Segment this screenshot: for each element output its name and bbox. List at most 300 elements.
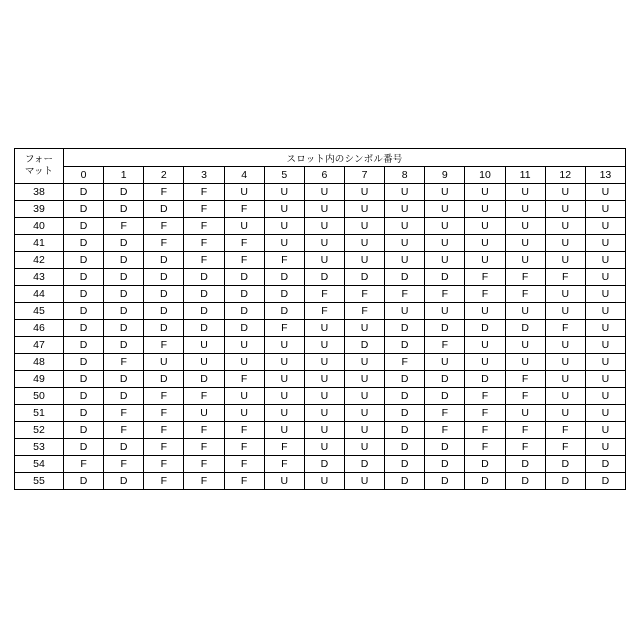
cell: U	[224, 337, 264, 354]
cell: U	[304, 337, 344, 354]
cell: F	[385, 286, 425, 303]
cell: U	[585, 201, 625, 218]
cell: U	[184, 354, 224, 371]
cell: D	[144, 286, 184, 303]
cell: D	[64, 303, 104, 320]
corner-header-line2: マット	[24, 166, 54, 177]
cell: F	[144, 337, 184, 354]
cell: D	[425, 473, 465, 490]
cell: U	[344, 201, 384, 218]
cell: U	[425, 201, 465, 218]
cell: U	[344, 405, 384, 422]
cell: U	[585, 405, 625, 422]
cell: D	[144, 252, 184, 269]
column-header-5: 5	[264, 167, 304, 184]
cell: D	[344, 337, 384, 354]
cell: U	[385, 184, 425, 201]
cell: D	[264, 286, 304, 303]
cell: D	[184, 286, 224, 303]
cell: U	[344, 439, 384, 456]
cell: F	[184, 439, 224, 456]
cell: F	[545, 269, 585, 286]
cell: F	[425, 422, 465, 439]
cell: F	[144, 439, 184, 456]
cell: F	[104, 218, 144, 235]
cell: U	[585, 286, 625, 303]
table-row	[15, 252, 626, 269]
cell: U	[344, 235, 384, 252]
cell: D	[64, 252, 104, 269]
cell: U	[585, 354, 625, 371]
cell: U	[184, 337, 224, 354]
cell: U	[545, 286, 585, 303]
cell: D	[104, 371, 144, 388]
cell: U	[264, 388, 304, 405]
cell: D	[465, 473, 505, 490]
cell: U	[465, 252, 505, 269]
cell: U	[425, 252, 465, 269]
cell: F	[184, 422, 224, 439]
cell: U	[505, 252, 545, 269]
cell: D	[425, 371, 465, 388]
cell: U	[425, 184, 465, 201]
cell: D	[425, 320, 465, 337]
cell: F	[224, 252, 264, 269]
cell: U	[344, 422, 384, 439]
cell: U	[224, 184, 264, 201]
cell: U	[505, 337, 545, 354]
cell: U	[344, 252, 384, 269]
cell: U	[545, 405, 585, 422]
table-row	[15, 201, 626, 218]
cell: U	[264, 405, 304, 422]
cell: F	[344, 303, 384, 320]
cell: U	[304, 405, 344, 422]
cell: D	[545, 473, 585, 490]
cell: F	[224, 473, 264, 490]
cell: U	[425, 303, 465, 320]
cell: D	[104, 252, 144, 269]
cell: D	[425, 269, 465, 286]
cell: D	[64, 184, 104, 201]
cell: F	[184, 388, 224, 405]
cell: D	[144, 320, 184, 337]
cell: D	[425, 439, 465, 456]
cell: F	[344, 286, 384, 303]
cell: D	[104, 269, 144, 286]
cell: U	[585, 371, 625, 388]
cell: F	[144, 218, 184, 235]
cell: U	[304, 439, 344, 456]
cell: U	[224, 354, 264, 371]
cell: U	[304, 252, 344, 269]
cell: U	[505, 303, 545, 320]
row-header: 51	[15, 405, 64, 422]
cell: D	[104, 439, 144, 456]
cell: D	[385, 473, 425, 490]
cell: U	[264, 235, 304, 252]
cell: U	[264, 218, 304, 235]
cell: F	[144, 235, 184, 252]
cell: F	[224, 371, 264, 388]
cell: D	[344, 269, 384, 286]
cell: D	[264, 269, 304, 286]
cell: U	[344, 371, 384, 388]
cell: U	[304, 184, 344, 201]
cell: D	[184, 371, 224, 388]
table-row	[15, 354, 626, 371]
cell: U	[545, 218, 585, 235]
cell: U	[304, 422, 344, 439]
cell: F	[224, 439, 264, 456]
cell: F	[385, 354, 425, 371]
cell: U	[264, 473, 304, 490]
cell: D	[465, 456, 505, 473]
cell: D	[104, 303, 144, 320]
cell: U	[264, 371, 304, 388]
cell: D	[64, 354, 104, 371]
cell: F	[425, 405, 465, 422]
cell: U	[505, 184, 545, 201]
cell: F	[505, 388, 545, 405]
cell: U	[505, 218, 545, 235]
cell: F	[184, 252, 224, 269]
cell: U	[585, 439, 625, 456]
cell: U	[505, 201, 545, 218]
cell: U	[304, 320, 344, 337]
cell: U	[304, 388, 344, 405]
cell: F	[505, 286, 545, 303]
cell: F	[144, 184, 184, 201]
row-header: 44	[15, 286, 64, 303]
column-header-12: 12	[545, 167, 585, 184]
table-row	[15, 286, 626, 303]
cell: U	[224, 218, 264, 235]
cell: U	[425, 354, 465, 371]
cell: F	[465, 269, 505, 286]
cell: D	[585, 456, 625, 473]
row-header: 55	[15, 473, 64, 490]
cell: U	[385, 235, 425, 252]
cell: F	[144, 422, 184, 439]
cell: F	[304, 303, 344, 320]
cell: F	[505, 371, 545, 388]
table-row	[15, 218, 626, 235]
cell: D	[505, 320, 545, 337]
table-row	[15, 439, 626, 456]
column-header-4: 4	[224, 167, 264, 184]
cell: U	[465, 354, 505, 371]
cell: F	[505, 422, 545, 439]
cell: U	[344, 388, 384, 405]
cell: U	[585, 337, 625, 354]
cell: D	[64, 473, 104, 490]
cell: D	[344, 456, 384, 473]
cell: U	[344, 218, 384, 235]
table-row	[15, 235, 626, 252]
cell: U	[585, 388, 625, 405]
row-header: 48	[15, 354, 64, 371]
row-header: 38	[15, 184, 64, 201]
column-header-6: 6	[304, 167, 344, 184]
row-header: 47	[15, 337, 64, 354]
cell: U	[385, 303, 425, 320]
cell: D	[545, 456, 585, 473]
cell: F	[425, 286, 465, 303]
cell: D	[104, 337, 144, 354]
column-header-1: 1	[104, 167, 144, 184]
cell: U	[505, 405, 545, 422]
row-header: 52	[15, 422, 64, 439]
column-header-8: 8	[385, 167, 425, 184]
row-header: 54	[15, 456, 64, 473]
table-row	[15, 388, 626, 405]
table-title: スロット内のシンボル番号	[64, 149, 626, 167]
cell: D	[64, 422, 104, 439]
cell: D	[385, 388, 425, 405]
cell: U	[585, 320, 625, 337]
row-header: 49	[15, 371, 64, 388]
cell: D	[385, 269, 425, 286]
cell: D	[385, 371, 425, 388]
cell: F	[545, 320, 585, 337]
table-row	[15, 184, 626, 201]
cell: D	[104, 235, 144, 252]
cell: D	[224, 320, 264, 337]
cell: F	[184, 218, 224, 235]
cell: D	[64, 286, 104, 303]
cell: F	[465, 422, 505, 439]
corner-header-format	[15, 149, 64, 184]
cell: U	[465, 201, 505, 218]
table-row	[15, 473, 626, 490]
cell: F	[224, 235, 264, 252]
cell: U	[264, 337, 304, 354]
cell: F	[184, 473, 224, 490]
cell: F	[304, 286, 344, 303]
cell: U	[144, 354, 184, 371]
table-row	[15, 269, 626, 286]
cell: D	[64, 269, 104, 286]
cell: U	[585, 269, 625, 286]
cell: U	[465, 337, 505, 354]
table-row	[15, 337, 626, 354]
cell: D	[425, 456, 465, 473]
cell: D	[224, 286, 264, 303]
cell: U	[344, 473, 384, 490]
cell: D	[144, 303, 184, 320]
cell: F	[465, 286, 505, 303]
cell: U	[545, 371, 585, 388]
cell: F	[144, 473, 184, 490]
cell: D	[104, 388, 144, 405]
symbol-format-table	[14, 148, 626, 490]
row-header: 39	[15, 201, 64, 218]
cell: U	[545, 201, 585, 218]
cell: U	[304, 371, 344, 388]
cell: D	[224, 303, 264, 320]
cell: U	[304, 235, 344, 252]
cell: D	[104, 320, 144, 337]
cell: F	[505, 439, 545, 456]
table-row	[15, 422, 626, 439]
cell: U	[585, 184, 625, 201]
cell: D	[224, 269, 264, 286]
cell: U	[264, 184, 304, 201]
row-header: 45	[15, 303, 64, 320]
cell: D	[104, 286, 144, 303]
cell: U	[425, 218, 465, 235]
column-header-3: 3	[184, 167, 224, 184]
cell: U	[545, 252, 585, 269]
table-row	[15, 456, 626, 473]
cell: U	[264, 422, 304, 439]
cell: F	[224, 201, 264, 218]
cell: D	[184, 303, 224, 320]
cell: U	[585, 303, 625, 320]
column-header-7: 7	[344, 167, 384, 184]
cell: U	[304, 201, 344, 218]
cell: F	[184, 184, 224, 201]
cell: F	[505, 269, 545, 286]
cell: F	[184, 456, 224, 473]
column-header-9: 9	[425, 167, 465, 184]
cell: U	[465, 218, 505, 235]
cell: D	[385, 320, 425, 337]
cell: F	[224, 422, 264, 439]
row-header: 46	[15, 320, 64, 337]
cell: D	[465, 371, 505, 388]
row-header: 43	[15, 269, 64, 286]
cell: F	[104, 422, 144, 439]
cell: U	[385, 201, 425, 218]
symbol-format-table-wrapper	[14, 148, 626, 490]
table-row	[15, 320, 626, 337]
cell: U	[344, 184, 384, 201]
cell: U	[545, 184, 585, 201]
cell: U	[385, 252, 425, 269]
cell: F	[465, 388, 505, 405]
cell: U	[505, 235, 545, 252]
cell: D	[304, 269, 344, 286]
cell: D	[104, 184, 144, 201]
cell: U	[465, 235, 505, 252]
cell: D	[64, 235, 104, 252]
cell: D	[264, 303, 304, 320]
table-header-row-columns	[15, 167, 626, 184]
cell: U	[304, 354, 344, 371]
cell: D	[144, 201, 184, 218]
table-row	[15, 405, 626, 422]
cell: D	[385, 337, 425, 354]
cell: U	[425, 235, 465, 252]
column-header-2: 2	[144, 167, 184, 184]
cell: U	[505, 354, 545, 371]
cell: U	[304, 473, 344, 490]
cell: F	[264, 320, 304, 337]
cell: U	[465, 303, 505, 320]
cell: D	[184, 320, 224, 337]
cell: D	[505, 473, 545, 490]
cell: D	[304, 456, 344, 473]
cell: F	[64, 456, 104, 473]
cell: F	[224, 456, 264, 473]
cell: U	[585, 218, 625, 235]
column-header-10: 10	[465, 167, 505, 184]
cell: D	[385, 405, 425, 422]
row-header: 40	[15, 218, 64, 235]
cell: U	[224, 388, 264, 405]
row-header: 50	[15, 388, 64, 405]
cell: F	[465, 439, 505, 456]
cell: F	[264, 252, 304, 269]
row-header: 42	[15, 252, 64, 269]
cell: F	[425, 337, 465, 354]
cell: U	[545, 388, 585, 405]
cell: F	[465, 405, 505, 422]
cell: U	[224, 405, 264, 422]
cell: D	[585, 473, 625, 490]
cell: F	[545, 422, 585, 439]
cell: F	[104, 354, 144, 371]
cell: D	[64, 439, 104, 456]
cell: F	[104, 456, 144, 473]
cell: U	[545, 303, 585, 320]
cell: D	[505, 456, 545, 473]
cell: D	[385, 422, 425, 439]
cell: U	[465, 184, 505, 201]
cell: D	[104, 201, 144, 218]
cell: F	[545, 439, 585, 456]
cell: F	[184, 201, 224, 218]
cell: F	[184, 235, 224, 252]
column-header-11: 11	[505, 167, 545, 184]
cell: D	[425, 388, 465, 405]
cell: U	[585, 252, 625, 269]
cell: D	[104, 473, 144, 490]
cell: D	[465, 320, 505, 337]
cell: D	[64, 337, 104, 354]
cell: D	[64, 405, 104, 422]
cell: F	[144, 388, 184, 405]
cell: U	[344, 354, 384, 371]
row-header: 41	[15, 235, 64, 252]
cell: D	[64, 218, 104, 235]
cell: U	[304, 218, 344, 235]
table-row	[15, 371, 626, 388]
column-header-0: 0	[64, 167, 104, 184]
cell: D	[184, 269, 224, 286]
cell: D	[64, 371, 104, 388]
cell: D	[64, 320, 104, 337]
cell: U	[264, 354, 304, 371]
cell: U	[585, 235, 625, 252]
cell: F	[144, 456, 184, 473]
cell: D	[385, 456, 425, 473]
cell: U	[264, 201, 304, 218]
cell: U	[585, 422, 625, 439]
cell: D	[144, 371, 184, 388]
cell: F	[264, 439, 304, 456]
row-header: 53	[15, 439, 64, 456]
cell: F	[144, 405, 184, 422]
cell: F	[104, 405, 144, 422]
table-header-row-title	[15, 149, 626, 167]
cell: D	[64, 201, 104, 218]
cell: F	[264, 456, 304, 473]
cell: D	[144, 269, 184, 286]
corner-header-line1: フォー	[24, 154, 54, 165]
